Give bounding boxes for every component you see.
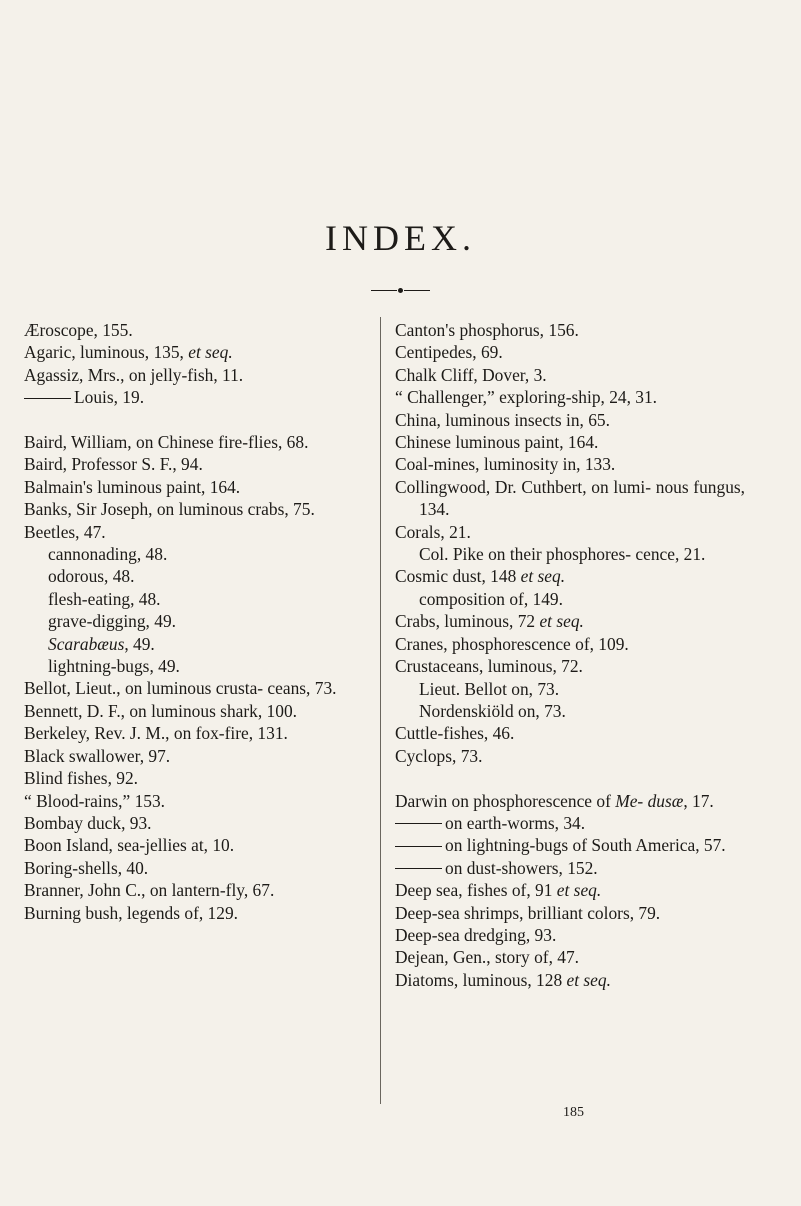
index-column-left — [24, 319, 374, 924]
index-entry: cannonading, 48. — [48, 544, 168, 565]
index-entry: Crabs, luminous, 72 et seq. — [395, 611, 584, 632]
ditto-dash — [395, 868, 442, 869]
index-entry: Blind fishes, 92. — [24, 768, 139, 789]
index-entry: Agaric, luminous, 135, et seq. — [24, 342, 233, 363]
index-entry: Nordenskiöld on, 73. — [419, 700, 566, 721]
index-entry: Chalk Cliff, Dover, 3. — [395, 364, 547, 385]
index-entry: Baird, Professor S. F., 94. — [24, 454, 203, 475]
page-number: 185 — [563, 1105, 584, 1120]
index-entry: Beetles, 47. — [24, 521, 106, 542]
index-entry: Canton's phosphorus, 156. — [395, 320, 579, 340]
index-entry: Corals, 21. — [395, 521, 471, 542]
ditto-dash — [395, 823, 442, 824]
index-entry: Cuttle-fishes, 46. — [395, 723, 515, 744]
index-entry: Collingwood, Dr. Cuthbert, on lumi- nous fungus, 134. — [395, 476, 745, 520]
index-entry: Darwin on phosphorescence of Me- dusæ, 17. — [395, 790, 714, 811]
index-entry: Diatoms, luminous, 128 et seq. — [395, 969, 611, 990]
index-entry: Chinese luminous paint, 164. — [395, 432, 599, 453]
index-entry: Centipedes, 69. — [395, 342, 503, 363]
index-entry: Boon Island, sea-jellies at, 10. — [24, 835, 235, 856]
index-entry: Scarabæus, 49. — [48, 633, 155, 654]
index-entry: “ Blood-rains,” 153. — [24, 790, 166, 811]
index-entry: Berkeley, Rev. J. M., on fox-fire, 131. — [24, 723, 288, 744]
index-entry: grave-digging, 49. — [48, 611, 176, 632]
index-entry: Coal-mines, luminosity in, 133. — [395, 454, 616, 475]
index-entry: Cosmic dust, 148 et seq. — [395, 566, 566, 587]
index-entry: Crustaceans, luminous, 72. — [395, 656, 583, 677]
index-entry: on lightning-bugs of South America, 57. — [395, 834, 745, 856]
ditto-dash — [395, 846, 442, 847]
index-entry: Dejean, Gen., story of, 47. — [395, 947, 580, 968]
ditto-dash — [24, 398, 71, 399]
index-entry: Lieut. Bellot on, 73. — [419, 678, 560, 699]
index-entry: Bellot, Lieut., on luminous crusta- ceans, 73. — [24, 678, 337, 699]
column-divider — [380, 317, 381, 1104]
index-entry: on dust-showers, 152. — [395, 857, 745, 879]
index-entry: Col. Pike on their phosphores- cence, 21. — [419, 544, 706, 565]
index-entry: Agassiz, Mrs., on jelly-fish, 11. — [24, 364, 244, 385]
title-ornament — [0, 283, 801, 295]
index-entry: on earth-worms, 34. — [395, 812, 745, 834]
index-entry: “ Challenger,” exploring-ship, 24, 31. — [395, 387, 658, 408]
index-entry: composition of, 149. — [419, 588, 563, 609]
index-entry: Burning bush, legends of, 129. — [24, 902, 238, 923]
index-entry: Baird, William, on Chinese fire-flies, 68. — [24, 432, 309, 453]
index-entry: Balmain's luminous paint, 164. — [24, 476, 241, 497]
index-entry: lightning-bugs, 49. — [48, 656, 180, 677]
index-entry: Banks, Sir Joseph, on luminous crabs, 75. — [24, 499, 315, 520]
index-entry: Deep-sea dredging, 93. — [395, 924, 557, 945]
index-entry: Bennett, D. F., on luminous shark, 100. — [24, 700, 297, 721]
index-entry: Bombay duck, 93. — [24, 812, 152, 833]
index-column-right — [395, 319, 745, 991]
page-title: INDEX. — [325, 218, 476, 258]
index-entry: Louis, 19. — [24, 386, 374, 408]
index-entry: Æroscope, 155. — [24, 320, 133, 340]
index-entry: Boring-shells, 40. — [24, 857, 149, 878]
index-entry: China, luminous insects in, 65. — [395, 409, 610, 430]
index-entry: Deep-sea shrimps, brilliant colors, 79. — [395, 902, 661, 923]
index-entry: odorous, 48. — [48, 566, 135, 587]
index-entry: Cranes, phosphorescence of, 109. — [395, 633, 629, 654]
index-entry: Cyclops, 73. — [395, 745, 483, 766]
index-entry: Branner, John C., on lantern-fly, 67. — [24, 880, 275, 901]
index-entry: Black swallower, 97. — [24, 745, 171, 766]
index-entry: Deep sea, fishes of, 91 et seq. — [395, 880, 602, 901]
index-entry: flesh-eating, 48. — [48, 588, 161, 609]
